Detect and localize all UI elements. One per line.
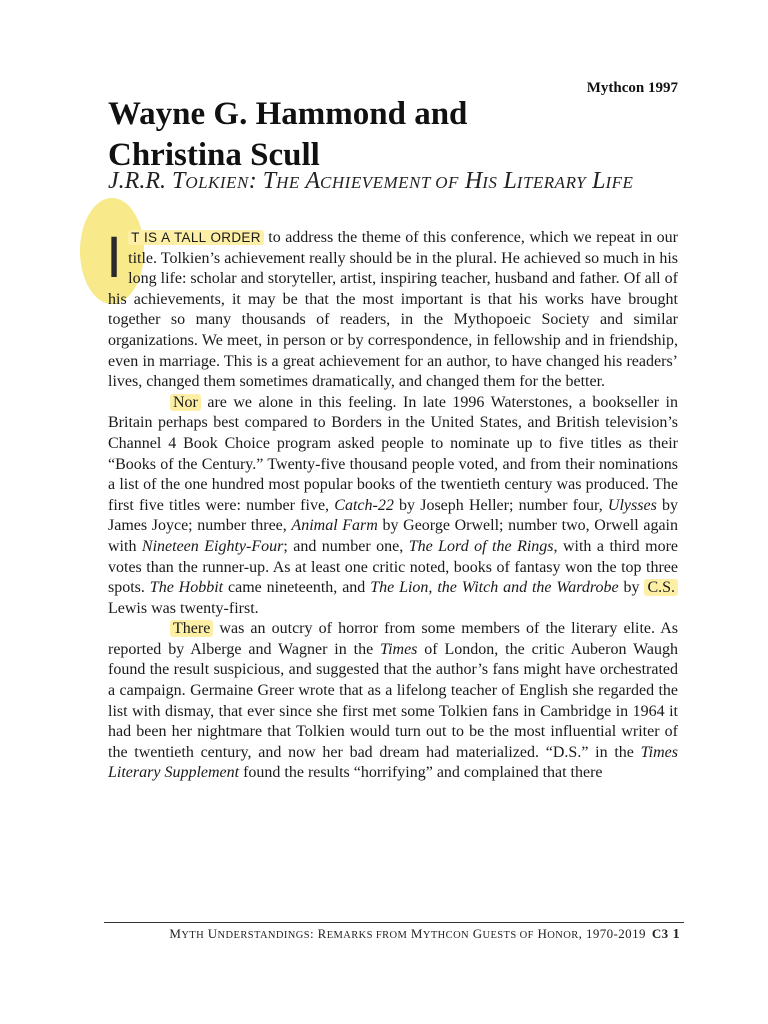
ornament-icon: C3: [651, 926, 669, 941]
highlighted-word: Nor: [170, 394, 201, 411]
footer-rule: [104, 922, 684, 923]
paragraph-3: There was an outcry of horror from some members of the literary elite. As reported by Alberge and Wagner in the Times of London, the critic Auberon Waugh found the result suspicious, and suggested that the author’s fans might have orchestrated a campaign. Germaine Greer wrote that as a lifelong teacher of English she regarded the list with dismay, that ever since she first met some Tolkien fans in Cambridge in 1964 it had been her nightmare that Tolkien would turn out to be the most influential writer of the twentieth century, and now her bad dream had materialized. “D.S.” in the Times Literary Supplement found the results “horrifying” and complained that there: [108, 620, 678, 782]
highlighted-opener: T IS A TALL ORDER: [128, 230, 264, 245]
article-body: [106, 225, 678, 784]
drop-cap: I: [106, 225, 123, 290]
paragraph-1: I T IS A TALL ORDER to address the theme of this conference, which we repeat in our title. Tolkien’s achievement really should be in the plural. He achieved so much in his long life: scholar and storyteller, artist, inspiring teacher, husband and father. Of all of his achievements, it may be that the most important is that his works have brought together so many thousands of readers, in the Mythopoeic Society and similar organizations. We meet, in person or by correspondence, in fellowship and in friendship, even in marriage. This is a great achievement for an author, to have changed his readers’ lives, changed them sometimes dramatically, and changed them for the better.: [106, 225, 678, 391]
highlighted-word: There: [170, 620, 213, 637]
author-heading: Wayne G. Hammond and Christina Scull: [108, 96, 468, 173]
conference-label: Mythcon 1997: [586, 80, 678, 96]
paragraph-2: Nor are we alone in this feeling. In late 1996 Waterstones, a bookseller in Britain perhaps best compared to Borders in the United States, and British television’s Channel 4 Book Choice program asked people to nominate up to five titles as their “Books of the Century.” Twenty-five thousand people voted, and from their nominations a list of the one hundred most popular books of the twentieth century was produced. The first five titles were: number five, Catch-22 by Joseph Heller; number four, Ulysses by James Joyce; number three, Animal Farm by George Orwell; number two, Orwell again with Nineteen Eighty-Four; and number one, The Lord of the Rings, with a third more votes than the runner-up. As at least one critic noted, books of fantasy won the top three spots. The Hobbit came nineteenth, and The Lion, the Witch and the Wardrobe by C.S. Lewis was twenty-first.: [108, 393, 678, 617]
highlighted-word: C.S.: [644, 579, 678, 596]
page-footer: MYTH UNDERSTANDINGS: REMARKS FROM MYTHCON GUESTS OF HONOR, 1970-2019 C3 1: [169, 926, 680, 942]
article-title: J.R.R. TOLKIEN: THE ACHIEVEMENT OF HIS LITERARY LIFE: [108, 168, 634, 194]
page-number: 1: [672, 927, 680, 942]
